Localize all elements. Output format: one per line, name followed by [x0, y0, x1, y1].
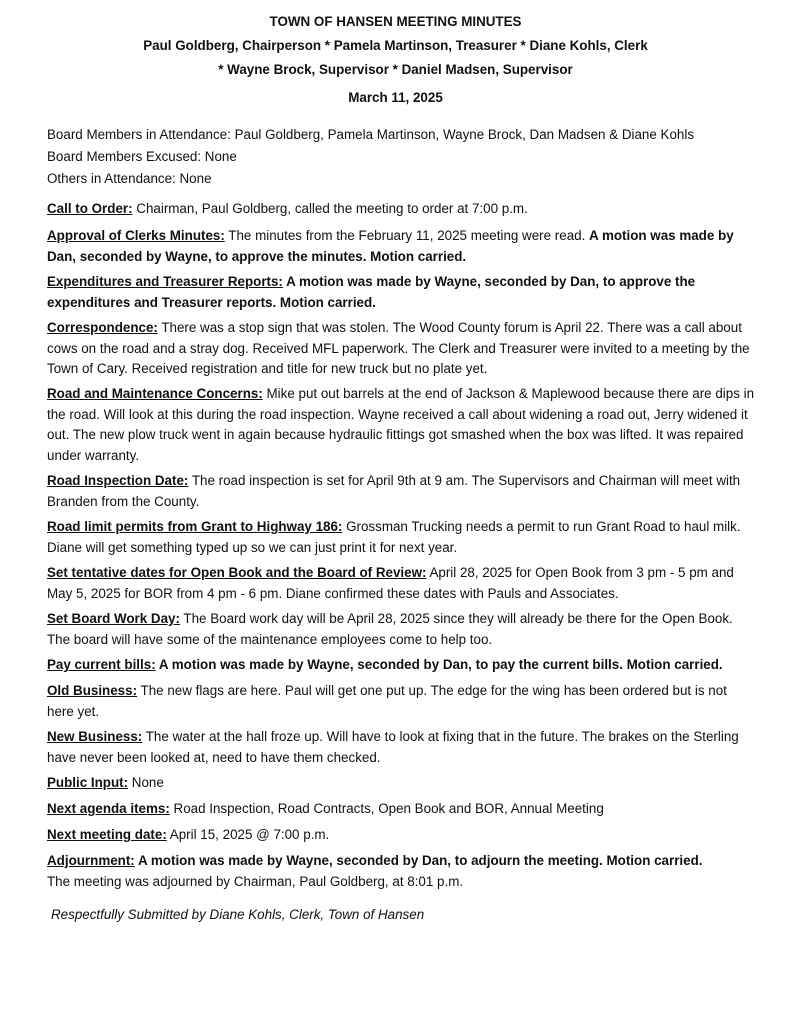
section-label: Expenditures and Treasurer Reports: [47, 274, 283, 289]
attendance-others: Others in Attendance: None [47, 171, 212, 186]
meeting-date: March 11, 2025 [348, 90, 443, 105]
section-clerks-minutes [47, 226, 755, 267]
section-correspondence [47, 318, 755, 380]
attendance-present: Board Members in Attendance: Paul Goldberg, Pamela Martinson, Wayne Brock, Dan Madsen & Diane Kohls [47, 127, 695, 142]
section-road-inspection [47, 471, 755, 512]
section-label: Approval of Clerks Minutes: [47, 228, 225, 243]
section-new-business [47, 727, 755, 768]
section-label: Set Board Work Day: [47, 611, 180, 626]
officers-line-2: * Wayne Brock, Supervisor * Daniel Madsen, Supervisor [218, 62, 573, 77]
section-label: Call to Order: [47, 201, 133, 216]
section-text: The Board work day will be April 28, 2025 since they will already be there for the Open Book. The board will have some of the maintenance employees come to help too. [47, 611, 733, 647]
section-text: The minutes from the February 11, 2025 meeting were read. [224, 228, 590, 243]
attendance-excused: Board Members Excused: None [47, 149, 237, 164]
section-text: April 15, 2025 @ 7:00 p.m. [166, 827, 330, 842]
motion-text: A motion was made by Dan, seconded by Wayne, to approve the minutes. Motion carried. [47, 228, 734, 264]
section-call-to-order [47, 199, 755, 220]
section-next-meeting [47, 825, 755, 846]
section-public-input [47, 773, 755, 794]
section-label: Old Business: [47, 683, 138, 698]
section-text: Mike put out barrels at the end of Jackson & Maplewood because there are dips in the road. Will look at this during the road inspection. Wayne received a call about widening a road out, Jerry widened it out. The new plow truck went in again because hydraulic fittings got smashed when the box was lifted. It was repaired under warranty. [47, 386, 755, 463]
section-label: Public Input: [47, 775, 129, 790]
section-next-agenda [47, 799, 755, 820]
section-label: Set tentative dates for Open Book and the Board of Review: [47, 565, 427, 580]
section-label: Correspondence: [47, 320, 158, 335]
section-road-limit [47, 517, 755, 558]
section-text: There was a stop sign that was stolen. The Wood County forum is April 22. There was a call about cows on the road and a stray dog. Received MFL paperwork. The Clerk and Treasurer were invited to a meeting by the Town of Cary. Received registration and title for new truck but no plate yet. [47, 320, 750, 376]
section-expenditures [47, 272, 755, 313]
section-label: New Business: [47, 729, 143, 744]
signature-line: Respectfully Submitted by Diane Kohls, Clerk, Town of Hansen [51, 907, 425, 922]
section-text: Chairman, Paul Goldberg, called the meeting to order at 7:00 p.m. [132, 201, 528, 216]
section-label: Adjournment: [47, 853, 135, 868]
section-label: Pay current bills: [47, 657, 156, 672]
section-adjournment [47, 851, 755, 892]
section-road-maintenance [47, 384, 755, 466]
section-text: The water at the hall froze up. Will have to look at fixing that in the future. The brakes on the Sterling have never been looked at, need to have them checked. [47, 729, 739, 765]
section-open-book [47, 563, 755, 604]
section-label: Road limit permits from Grant to Highway 186: [47, 519, 343, 534]
section-label: Next meeting date: [47, 827, 167, 842]
section-label: Next agenda items: [47, 801, 170, 816]
section-label: Road Inspection Date: [47, 473, 189, 488]
officers-line-1: Paul Goldberg, Chairperson * Pamela Martinson, Treasurer * Diane Kohls, Clerk [143, 38, 648, 53]
section-work-day [47, 609, 755, 650]
motion-text: A motion was made by Wayne, seconded by Dan, to adjourn the meeting. Motion carried. [134, 853, 703, 868]
section-text: The new flags are here. Paul will get one put up. The edge for the wing has been ordered but is not here yet. [47, 683, 727, 719]
section-text: Grossman Trucking needs a permit to run Grant Road to haul milk. Diane will get something typed up so we can just print it for next year. [47, 519, 741, 555]
document-title: TOWN OF HANSEN MEETING MINUTES [269, 14, 522, 29]
section-text: The meeting was adjourned by Chairman, Paul Goldberg, at 8:01 p.m. [47, 873, 464, 889]
section-label: Road and Maintenance Concerns: [47, 386, 263, 401]
section-old-business [47, 681, 755, 722]
motion-text: A motion was made by Wayne, seconded by Dan, to pay the current bills. Motion carried. [155, 657, 723, 672]
section-pay-bills [47, 655, 755, 676]
section-text: Road Inspection, Road Contracts, Open Book and BOR, Annual Meeting [169, 801, 604, 816]
section-text: April 28, 2025 for Open Book from 3 pm - 5 pm and May 5, 2025 for BOR from 4 pm - 6 pm. Diane confirmed these dates with Pauls and Associates. [47, 565, 734, 601]
motion-text: A motion was made by Wayne, seconded by Dan, to approve the expenditures and Treasurer reports. Motion carried. [47, 274, 696, 310]
section-text: None [128, 775, 164, 790]
section-text: The road inspection is set for April 9th at 9 am. The Supervisors and Chairman will meet with Branden from the County. [47, 473, 741, 509]
